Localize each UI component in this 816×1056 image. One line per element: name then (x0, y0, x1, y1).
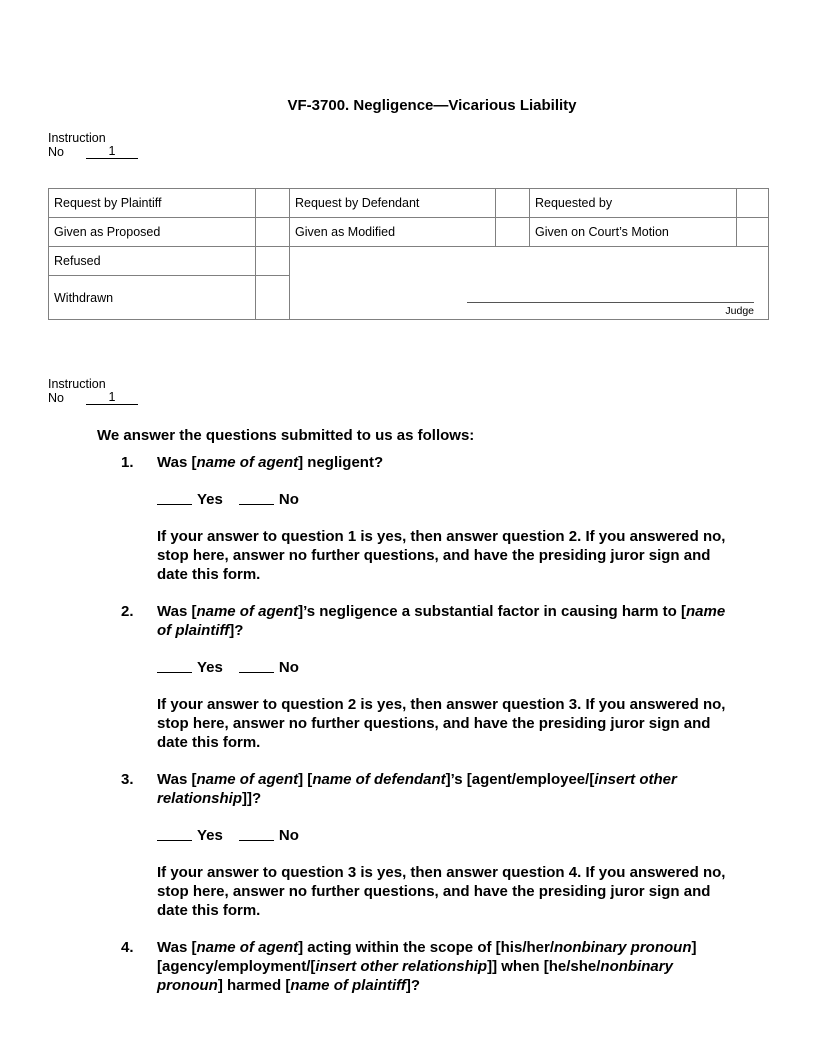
table-row (49, 218, 769, 247)
followup-instruction: If your answer to question 3 is yes, then answer question 4. If you answered no, stop here, answer no further questions, and have the presiding juror sign and date this form. (157, 864, 726, 919)
requested-by-label: Requested by (530, 189, 737, 218)
request-by-defendant-checkbox[interactable] (496, 189, 530, 218)
table-row (49, 247, 769, 276)
no-label: No (278, 659, 299, 676)
withdrawn-label: Withdrawn (49, 276, 256, 320)
question-text: Was [name of agent] acting within the scope of [his/her/nonbinary pronoun] [agency/employment/[insert other relationship]] when [he/she/nonbinary pronoun] harmed [name of plaintiff]? (157, 939, 697, 994)
no-answer-blank[interactable] (239, 490, 274, 505)
verdict-form (97, 426, 737, 995)
question-number: 2. (121, 603, 134, 620)
request-by-defendant-label: Request by Defendant (290, 189, 496, 218)
yes-no-answer (157, 490, 737, 509)
yes-answer-blank[interactable] (157, 826, 192, 841)
instruction-label: Instruction (48, 377, 106, 391)
judge-signature-line[interactable] (467, 302, 754, 303)
instruction-no-field[interactable]: 1 (86, 391, 138, 405)
question-number: 1. (121, 454, 134, 471)
instruction-number-top (48, 131, 138, 159)
question-2 (97, 602, 737, 752)
yes-label: Yes (197, 827, 223, 844)
given-on-courts-motion-label: Given on Court’s Motion (530, 218, 737, 247)
refused-label: Refused (49, 247, 256, 276)
yes-no-answer (157, 658, 737, 677)
verdict-intro: We answer the questions submitted to us as follows: (97, 427, 475, 444)
question-list (97, 453, 737, 995)
document-title: VF-3700. Negligence—Vicarious Liability (287, 97, 577, 114)
yes-answer-blank[interactable] (157, 658, 192, 673)
question-3 (97, 770, 737, 920)
followup-instruction: If your answer to question 2 is yes, then answer question 3. If you answered no, stop here, answer no further questions, and have the presiding juror sign and date this form. (157, 696, 726, 751)
refused-checkbox[interactable] (256, 247, 290, 276)
yes-label: Yes (197, 491, 223, 508)
question-text: Was [name of agent] [name of defendant]’s [agent/employee/[insert other relationship]]? (157, 771, 677, 807)
request-by-plaintiff-checkbox[interactable] (256, 189, 290, 218)
given-as-proposed-label: Given as Proposed (49, 218, 256, 247)
instruction-number-bottom (48, 377, 138, 405)
yes-no-answer (157, 826, 737, 845)
given-as-modified-checkbox[interactable] (496, 218, 530, 247)
question-text: Was [name of agent] negligent? (157, 454, 384, 471)
yes-answer-blank[interactable] (157, 490, 192, 505)
judge-signature-area (290, 247, 769, 320)
requested-by-checkbox[interactable] (737, 189, 769, 218)
question-text: Was [name of agent]’s negligence a substantial factor in causing harm to [name of plaintiff]? (157, 603, 726, 639)
withdrawn-checkbox[interactable] (256, 276, 290, 320)
given-as-proposed-checkbox[interactable] (256, 218, 290, 247)
no-label: No (278, 491, 299, 508)
request-status-table (48, 188, 769, 320)
question-4 (97, 938, 737, 995)
request-by-plaintiff-label: Request by Plaintiff (49, 189, 256, 218)
instruction-label: Instruction (48, 131, 106, 145)
followup-instruction: If your answer to question 1 is yes, then answer question 2. If you answered no, stop here, answer no further questions, and have the presiding juror sign and date this form. (157, 528, 726, 583)
given-on-courts-motion-checkbox[interactable] (737, 218, 769, 247)
judge-label: Judge (725, 305, 754, 317)
instruction-no-field[interactable]: 1 (86, 145, 138, 159)
given-as-modified-label: Given as Modified (290, 218, 496, 247)
instruction-no-label: No (48, 391, 64, 405)
question-1 (97, 453, 737, 584)
question-number: 3. (121, 771, 134, 788)
no-answer-blank[interactable] (239, 826, 274, 841)
instruction-no-label: No (48, 145, 64, 159)
no-answer-blank[interactable] (239, 658, 274, 673)
yes-label: Yes (197, 659, 223, 676)
table-row (49, 189, 769, 218)
no-label: No (278, 827, 299, 844)
question-number: 4. (121, 939, 134, 956)
